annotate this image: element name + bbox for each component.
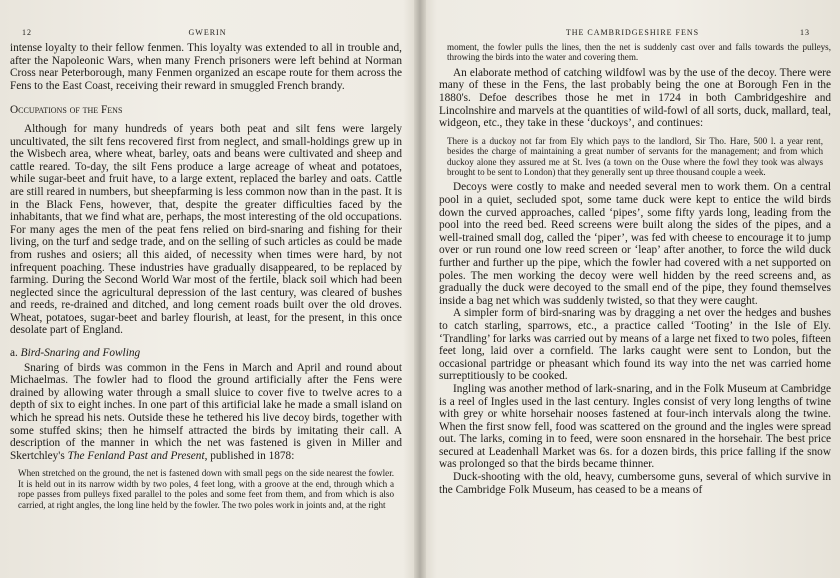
paragraph-snaring — [10, 362, 402, 463]
snaring-text: Snaring of birds was common in the Fens in March and April and round about Michaelmas. The fowler had to flood the ground artificially after the Fens were drained by allowing water through a small sluice to cover five to twelve acres to a depth of six to eight inches. In one part of this artificial lake he made a small island on which he spread his nets. Outside these he tethered his live decoy birds, together with some stuffed skins; then he himself attracted the birds by imitating their call. A description of the manner in which the net was fastened is given in Miller and Skertchley's — [10, 361, 402, 462]
quote-continued: moment, the fowler pulls the lines, then the net is suddenly cast over and falls towards the pulleys, throwing the birds into the water and covering them. — [447, 42, 831, 63]
paragraph-loyalty: intense loyalty to their fellow fenmen. This loyalty was extended to all in trouble and, after the Napoleonic Wars, when many French prisoners were left behind at Norman Cross near Peterborough, many Fenmen organized an escape route for them across the Fens to the East Coast, receiving their reward in smuggled French brandy. — [10, 42, 402, 92]
subsection-title: Bird-Snaring and Fowling — [20, 347, 141, 360]
left-running-head — [0, 28, 415, 40]
paragraph-decoys: Decoys were costly to make and needed several men to work them. On a central pool in a quiet, secluded spot, some tame duck were kept to entice the wild birds down the curved approaches, called ‘pipes’, some fifty yards long, leading from the pool into the reed bed. Reed screens were built along the sides of the pipes, and a well-trained small dog, called the ‘piper’, was fed with cheese to encourage it to jump over or run round one low reed screen or ‘leap’ after another, to force the wild duck further and further up the pipe, which the fowler had covered with a net supported on poles. The men working the decoy were well hidden by the reed screens and, as gradually the duck were decoyed to the small end of the pipe, they found themselves inside a bag net which was suddenly twisted, so that they were caught. — [439, 181, 831, 307]
paragraph-tooting: A simpler form of bird-snaring was by dragging a net over the hedges and bushes to catch starling, sparrows, etc., a practice called ‘Tooting’ in the Isle of Ely. ‘Trandling’ for larks was carried out by means of a large net fixed to two poles, fifteen feet long, laid over a cornfield. The larks caught were sent to London, but the occasional partridge or pheasant which found its way into the net was carried home surreptitiously to be cooked. — [439, 307, 831, 383]
left-page-number: 12 — [22, 28, 32, 37]
paragraph-occupations: Although for many hundreds of years both peat and silt fens were largely uncultivated, the silt fens recovered first from neglect, and small-holdings grew up in the Wisbech area, where wheat, barley, oats and beans were cultivated and sheep and cattle reared. To-day, the silt Fens produce a large acreage of wheat and potatoes, while sugar-beet and fruit have, to a large extent, replaced the barley and oats. Cattle are still reared in numbers, but sheepfarming is less common now than in the past. It is in the Black Fens, however, that, despite the greater difficulties faced by the inhabitants, that we find what are, perhaps, the most interesting of the old occupations. For many ages the men of the peat fens relied on bird-snaring and fishing for their living, on the turf and sedge trade, and on the selling of such articles as could be made from rushes and osiers; all this aided, of necessity when times were hard, by not infrequent poaching. These industries have gradually disappeared, to be replaced by farming. During the Second World War most of the fertile, black soil which had been neglected since the agricultural depression of the last century, was cleared of bushes and reeds, re-drained and ditched, and long cement roads built over the old droves. Wheat, potatoes, sugar-beet and barley flourish, at least, for the present, in this once desolate part of England. — [10, 122, 402, 337]
snaring-text-end: , published in 1878: — [204, 449, 295, 462]
paragraph-duck-shooting: Duck-shooting with the old, heavy, cumbersome guns, several of which survive in the Cambridge Folk Museum, has ceased to be a means of — [439, 471, 831, 496]
right-running-title: THE CAMBRIDGESHIRE FENS — [565, 28, 700, 37]
section-heading: Occupations of the Fens — [10, 104, 123, 117]
left-running-title: GWERIN — [188, 28, 227, 37]
subsection-heading — [10, 347, 402, 360]
subsection-prefix: a. — [10, 347, 18, 360]
book-title: The Fenland Past and Present — [67, 449, 205, 462]
left-page — [0, 0, 415, 578]
left-page-body — [10, 42, 402, 514]
right-page — [425, 0, 840, 578]
paragraph-decoy-intro: An elaborate method of catching wildfowl was by the use of the decoy. There were many of these in the Fens, the last probably being the one at Borough Fen in the 1880's. Defoe describes those he met in 1724 in both Cambridgeshire and Lincolnshire and marvels at the quantities of wild-fowl of all sorts, duck, mallard, teal, widgeon, etc., they take in these ‘duckoys’, and continues: — [439, 66, 831, 130]
quote-defoe: There is a duckoy not far from Ely which pays to the landlord, Sir Tho. Hare, 500 l. a year rent, besides the charge of maintaining a great number of servants for the management; and from which duckoy alone they assured me at St. Ives (a town on the Ouse where the fowl they took was always brought to be sent to London) that they generally sent up three thousand couple a week. — [447, 135, 823, 177]
quote-net-description: When stretched on the ground, the net is fastened down with small pegs on the side nearest the fowler. It is held out in its narrow width by two poles, 4 feet long, with a groove at the end, through which a rope passes from pulleys fixed parallel to the poles and some feet from them, and from which is also carried, at right angles, the long line held by the fowler. The two poles work in joints and, at the right — [18, 468, 394, 510]
right-running-head — [425, 28, 840, 40]
right-page-number: 13 — [800, 28, 810, 37]
paragraph-ingling: Ingling was another method of lark-snaring, and in the Folk Museum at Cambridge is a reel of Ingles used in the last century. Ingles consist of very long lengths of twine with grey or white horsehair nooses fastened at four-inch intervals along the twine. When the first snow fell, food was scattered on the ground and the ingles were spread out. The larks, coming in to feed, were soon ensnared in the horsehair. The best price secured at Leadenhall Market was 6s. for a dozen birds, this price falling if the snow was prolonged so that the birds became thinner. — [439, 382, 831, 471]
right-page-body — [439, 42, 831, 496]
